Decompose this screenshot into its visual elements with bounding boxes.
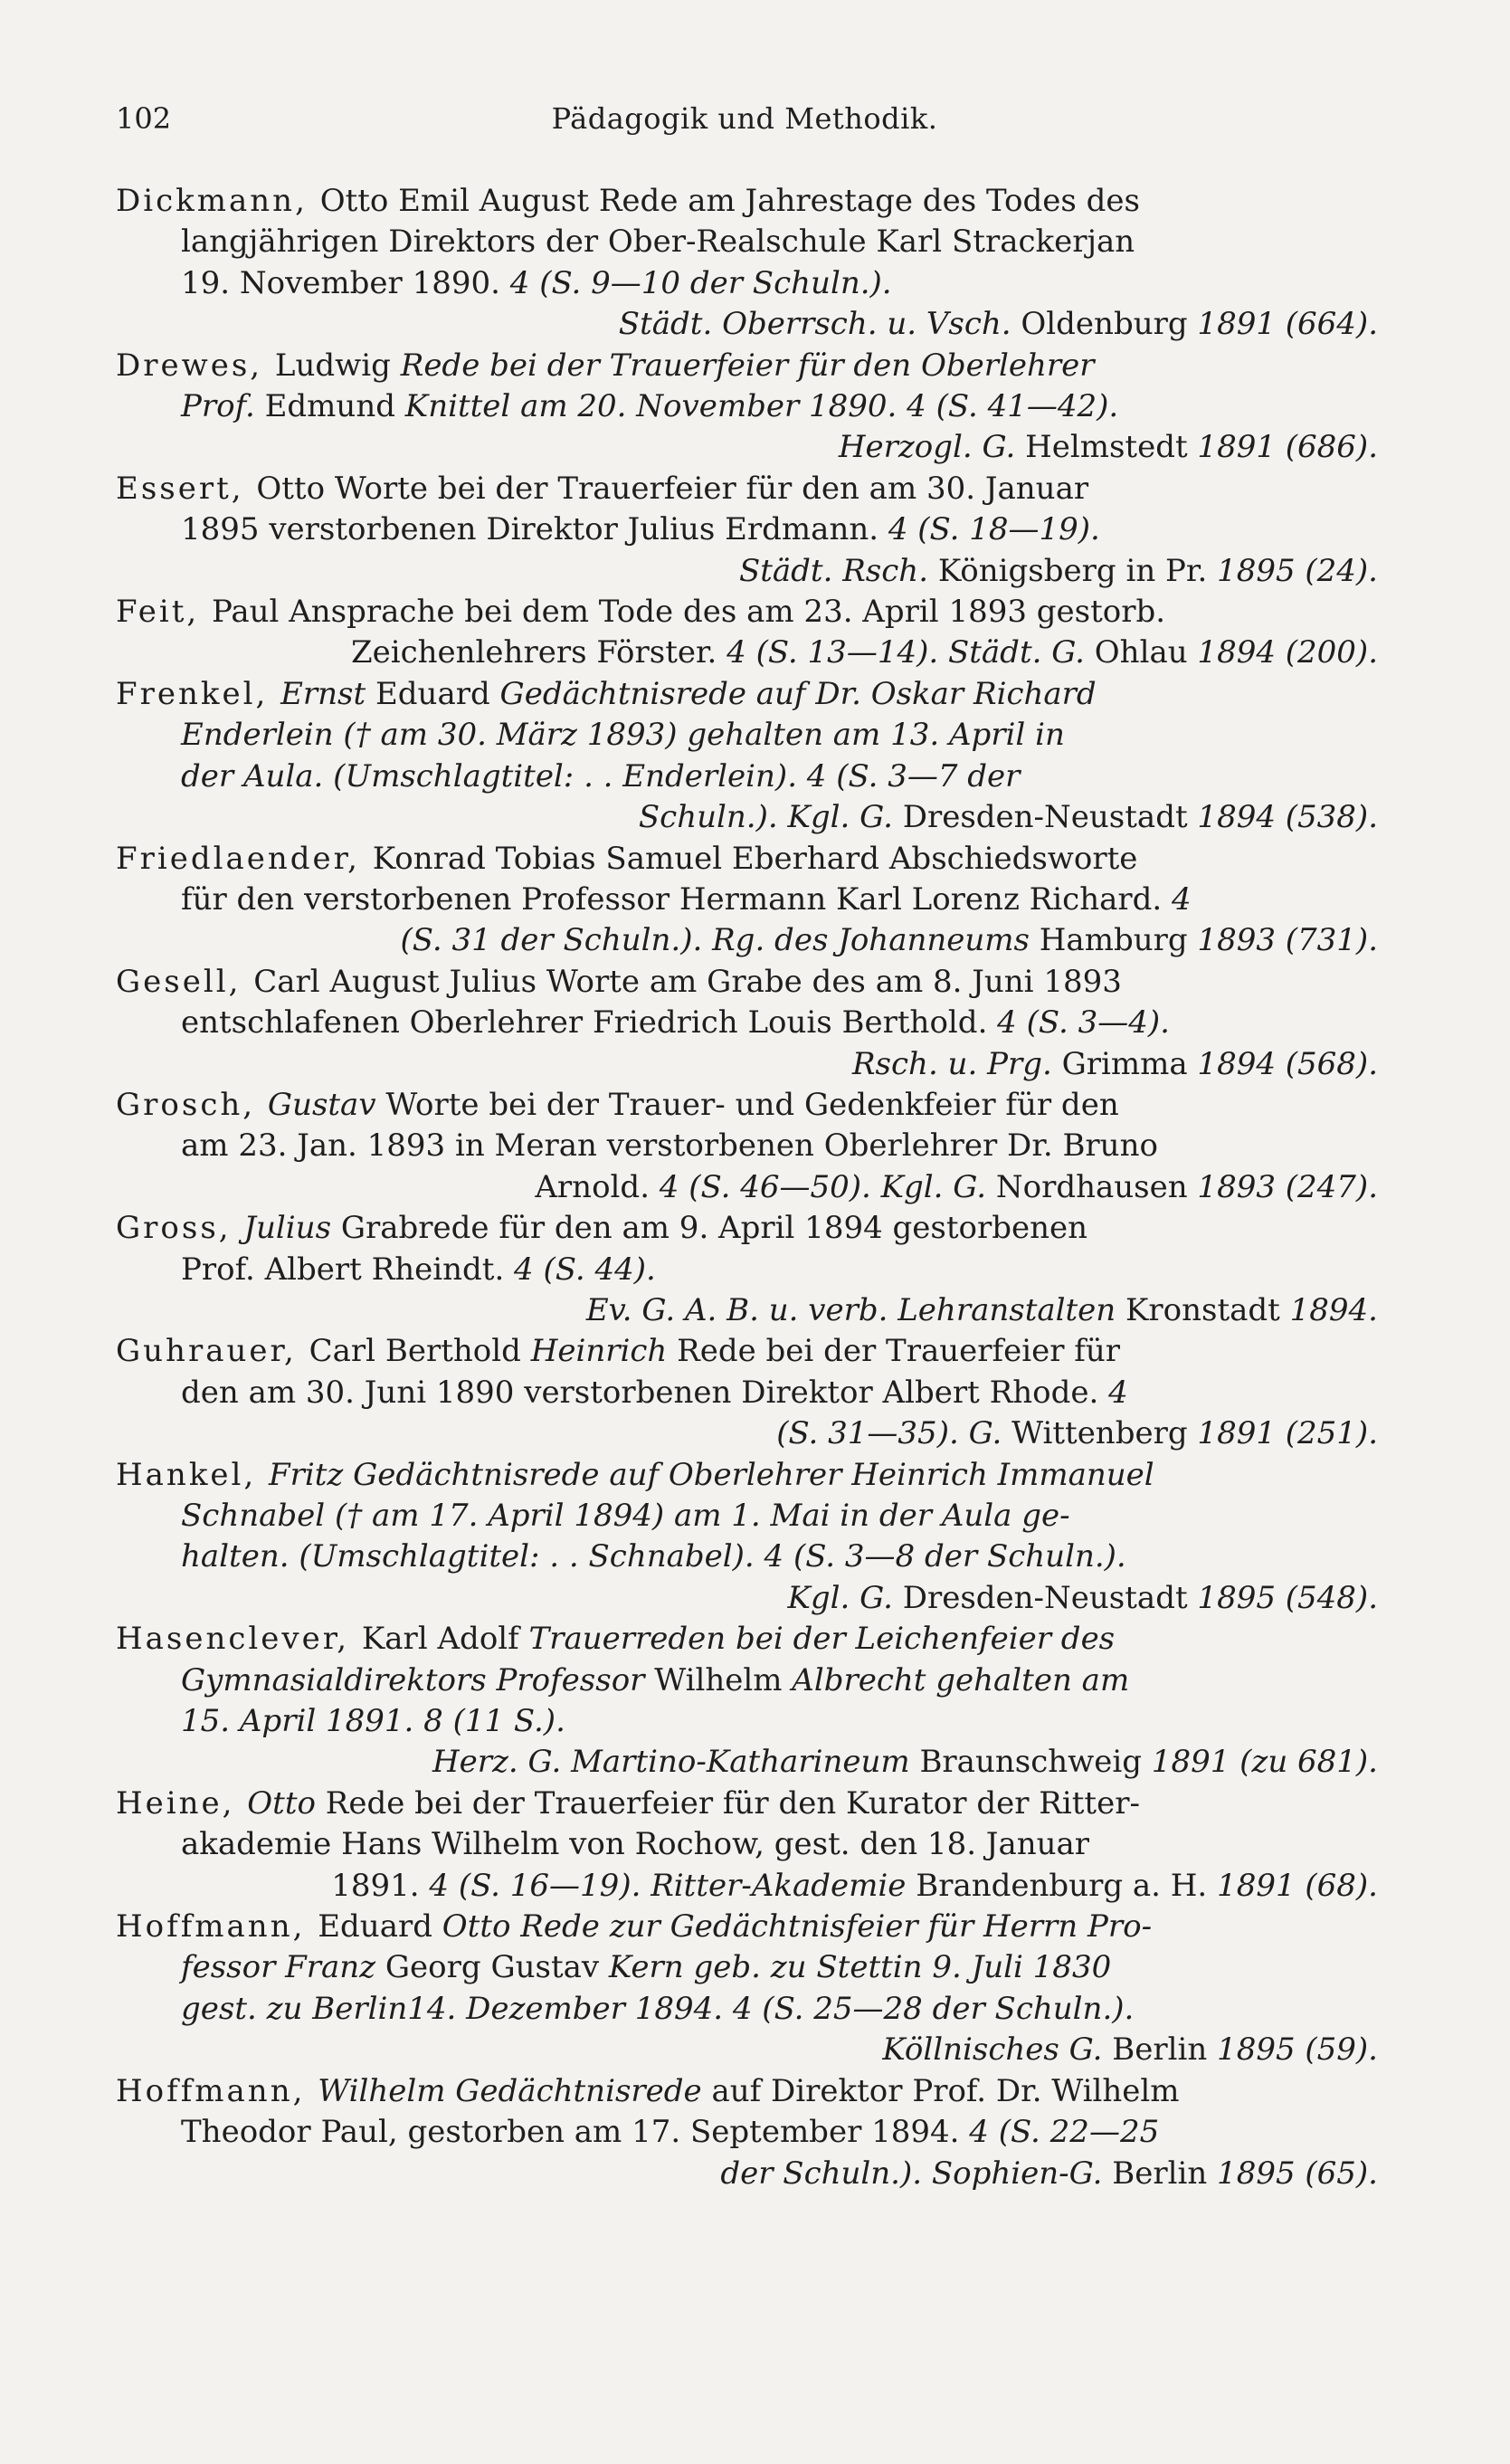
entry-text: Arnold. [535, 1168, 650, 1205]
entry-continuation-line [116, 551, 1378, 592]
entry-italic-text: Otto [247, 1784, 326, 1822]
entry-continuation-line [116, 1250, 1378, 1290]
entry-continuation-line [116, 2112, 1378, 2153]
entry-text: Carl August Julius Worte am Grabe des am 8. Juni 1893 [253, 963, 1122, 1000]
entry-continuation-line [116, 1290, 1378, 1331]
entry-continuation-line [116, 1126, 1378, 1166]
entry-italic-text: 1895 (59). [1207, 2031, 1378, 2069]
entry-italic-text: 1895 (65). [1207, 2155, 1378, 2192]
bibliography-entry [116, 1208, 1378, 1331]
entry-continuation-line [116, 1003, 1378, 1043]
entry-italic-text: 4 (S. 3—4). [987, 1004, 1170, 1042]
entry-text: Grimma [1061, 1045, 1188, 1082]
entry-text: Rede bei der Trauerfeier für den Kurator der Ritter- [325, 1784, 1140, 1822]
entry-italic-text: Städt. Rsch. [738, 552, 938, 589]
entry-text: Helmstedt [1025, 429, 1188, 466]
entry-italic-text: gest. zu Berlin14. Dezember 1894. 4 (S. 25—28 der Schuln.). [181, 1990, 1135, 2027]
entry-italic-text: 1893 (247). [1187, 1168, 1378, 1205]
entry-italic-text: 1891 (zu 681). [1142, 1744, 1378, 1781]
entry-text: am 23. Jan. 1893 in Meran verstorbenen Oberlehrer Dr. Bruno [181, 1127, 1158, 1165]
entry-continuation-line [116, 1578, 1378, 1619]
entry-text: Ohlau [1094, 634, 1188, 671]
entry-continuation-line [116, 1044, 1378, 1085]
entry-continuation-line [116, 2154, 1378, 2194]
entry-text: Wittenberg [1011, 1415, 1188, 1452]
entry-text: akademie Hans Wilhelm von Rochow, gest. den 18. Januar [181, 1826, 1090, 1863]
entry-text: Eduard [318, 1908, 432, 1946]
entry-italic-text: 1891 (251). [1187, 1415, 1378, 1452]
entry-italic-text: Städt. Oberrsch. u. Vsch. [618, 306, 1021, 343]
entry-first-line [116, 1784, 1378, 1824]
entry-continuation-line [116, 263, 1378, 304]
entry-continuation-line [116, 1701, 1378, 1742]
entry-text: Otto Emil August Rede am Jahrestage des Todes des [319, 183, 1140, 219]
entry-text: langjährigen Direktors der Ober-Realschule Karl Strackerjan [181, 224, 1135, 261]
bibliography-entry [116, 1085, 1378, 1208]
entry-continuation-line [116, 756, 1378, 797]
author-surname: Drewes, [116, 347, 275, 384]
entry-italic-text: Gedächtnisrede auf Dr. Oskar Richard [489, 675, 1097, 712]
author-surname: Hoffmann, [116, 1908, 318, 1946]
entry-continuation-line [116, 386, 1378, 427]
entry-continuation-line [116, 633, 1378, 673]
entry-text: Rede bei der Trauerfeier für [677, 1333, 1121, 1370]
bibliography-entry [116, 346, 1378, 469]
entry-italic-text: fessor Franz [181, 1949, 385, 1986]
entry-text: Carl Berthold [309, 1333, 521, 1370]
entry-text: Brandenburg a. H. [916, 1867, 1208, 1904]
entry-italic-text: 1895 (24). [1207, 552, 1378, 589]
entry-continuation-line [116, 1947, 1378, 1988]
entry-italic-text: 4 [1098, 1374, 1128, 1411]
entry-continuation-line [116, 304, 1378, 345]
entry-italic-text: Fritz Gedächtnisrede auf Oberlehrer Heinrich Immanuel [269, 1456, 1154, 1493]
entry-italic-text: Herz. G. Martino-Katharineum [432, 1744, 920, 1781]
running-header [116, 101, 1373, 147]
bibliography-entry [116, 962, 1378, 1085]
entry-italic-text: 1891 (686). [1187, 429, 1378, 466]
entry-text: Kronstadt [1125, 1291, 1280, 1328]
entry-text: Zeichenlehrers Förster. [350, 634, 717, 671]
entry-italic-text: (S. 31—35). G. [776, 1415, 1012, 1452]
entry-italic-text: 4 (S. 44). [504, 1251, 656, 1288]
entry-text: auf Direktor Prof. Dr. Wilhelm [711, 2072, 1180, 2109]
entry-text: Eduard [375, 675, 490, 712]
entry-italic-text: 4 (S. 18—19). [878, 511, 1100, 548]
entry-text: Oldenburg [1021, 306, 1188, 343]
entry-first-line [116, 1085, 1378, 1126]
entry-italic-text: Prof. [181, 388, 265, 425]
entry-text: Theodor Paul, gestorben am 17. September 1894. [181, 2114, 960, 2151]
entry-text: Braunschweig [919, 1744, 1142, 1781]
entry-italic-text: Otto Rede zur Gedächtnisfeier für Herrn Pro- [432, 1908, 1153, 1946]
entry-continuation-line [116, 1373, 1378, 1413]
entry-italic-text: (S. 31 der Schuln.). Rg. des Johanneums [400, 922, 1040, 959]
author-surname: Friedlaender, [116, 840, 373, 877]
entry-text: Wilhelm [654, 1661, 783, 1698]
entry-italic-text: der Schuln.). Sophien-G. [720, 2155, 1113, 2192]
entry-text: Prof. Albert Rheindt. [181, 1251, 505, 1288]
entry-italic-text: 1894 (200). [1187, 634, 1378, 671]
bibliography-entry [116, 1619, 1378, 1784]
entry-continuation-line [116, 715, 1378, 756]
entry-first-line [116, 1208, 1378, 1249]
entry-italic-text: Schuln.). Kgl. G. [638, 799, 903, 836]
entry-continuation-line [116, 222, 1378, 262]
entry-italic-text: Gustav [267, 1086, 386, 1123]
entry-italic-text: 1895 (548). [1187, 1579, 1378, 1616]
author-surname: Grosch, [116, 1086, 268, 1123]
entry-italic-text: 1891 (664). [1187, 306, 1378, 343]
entry-continuation-line [116, 1866, 1378, 1907]
entry-text: entschlafenen Oberlehrer Friedrich Louis Berthold. [181, 1004, 988, 1042]
bibliography-entry [116, 1784, 1378, 1907]
author-surname: Hoffmann, [116, 2072, 318, 2109]
entry-italic-text: 1894 (568). [1187, 1045, 1378, 1082]
entry-italic-text: Herzogl. G. [838, 429, 1026, 466]
bibliography-entries [116, 181, 1378, 2194]
entry-text: Nordhausen [995, 1168, 1188, 1205]
entry-italic-text: Ernst [280, 675, 375, 712]
entry-italic-text: Knittel am 20. November 1890. 4 (S. 41—42). [394, 388, 1119, 425]
entry-continuation-line [116, 427, 1378, 468]
entry-text: 1895 verstorbenen Direktor Julius Erdmann. [181, 511, 879, 548]
entry-italic-text: 4 (S. 9—10 der Schuln.). [499, 264, 892, 301]
entry-first-line [116, 1455, 1378, 1496]
entry-first-line [116, 674, 1378, 715]
entry-text: 1891. [331, 1867, 420, 1904]
author-surname: Guhrauer, [116, 1333, 309, 1370]
bibliography-entry [116, 2071, 1378, 2194]
entry-text: Georg Gustav [385, 1949, 600, 1986]
author-surname: Heine, [116, 1784, 248, 1822]
page-number: 102 [116, 101, 172, 136]
entry-italic-text: 4 [1162, 880, 1192, 918]
entry-continuation-line [116, 797, 1378, 838]
entry-italic-text: 1894. [1279, 1291, 1378, 1328]
author-surname: Hasenclever, [116, 1621, 362, 1658]
entry-text: Worte bei der Trauer- und Gedenkfeier für den [385, 1086, 1119, 1123]
entry-text: Ludwig [274, 347, 391, 384]
entry-continuation-line [116, 1660, 1378, 1701]
entry-text: den am 30. Juni 1890 verstorbenen Direktor Albert Rhode. [181, 1374, 1099, 1411]
entry-first-line [116, 1907, 1378, 1947]
entry-text: für den verstorbenen Professor Hermann Karl Lorenz Richard. [181, 880, 1163, 918]
entry-text: Berlin [1112, 2155, 1208, 2192]
entry-first-line [116, 1619, 1378, 1660]
entry-italic-text: Julius [243, 1210, 341, 1247]
entry-italic-text: Heinrich [520, 1333, 678, 1370]
author-surname: Essert, [116, 470, 257, 507]
entry-text: Konrad Tobias Samuel Eberhard Abschiedsworte [372, 840, 1138, 877]
entry-italic-text: Ev. G. A. B. u. verb. Lehranstalten [585, 1291, 1125, 1328]
author-surname: Gross, [116, 1210, 244, 1247]
entry-text: Paul Ansprache bei dem Tode des am 23. April 1893 gestorb. [212, 594, 1166, 631]
entry-continuation-line [116, 1496, 1378, 1536]
bibliography-entry [116, 469, 1378, 592]
entry-continuation-line [116, 2030, 1378, 2070]
entry-first-line [116, 2071, 1378, 2112]
bibliography-entry [116, 1907, 1378, 2071]
entry-italic-text: 4 (S. 16—19). Ritter-Akademie [419, 1867, 916, 1904]
entry-italic-text: 15. April 1891. 8 (11 S.). [181, 1703, 565, 1740]
bibliography-entry [116, 1331, 1378, 1454]
entry-italic-text: Trauerreden bei der Leichenfeier des [518, 1621, 1116, 1658]
entry-text: Edmund [264, 388, 395, 425]
entry-italic-text: Wilhelm Gedächtnisrede [318, 2072, 712, 2109]
entry-italic-text: halten. (Umschlagtitel: . . Schnabel). 4 (S. 3—8 der Schuln.). [181, 1538, 1126, 1575]
entry-italic-text: Kgl. G. [787, 1579, 903, 1616]
entry-continuation-line [116, 509, 1378, 550]
entry-first-line [116, 592, 1378, 633]
entry-text: Hamburg [1039, 922, 1188, 959]
entry-text: Dresden-Neustadt [902, 1579, 1188, 1616]
page-title: Pädagogik und Methodik. [551, 101, 938, 136]
entry-continuation-line [116, 1413, 1378, 1454]
entry-first-line [116, 181, 1378, 222]
entry-continuation-line [116, 880, 1378, 920]
author-surname: Gesell, [116, 963, 254, 1000]
entry-italic-text: Rsch. u. Prg. [851, 1045, 1062, 1082]
entry-italic-text: Kern geb. zu Stettin 9. Juli 1830 [599, 1949, 1112, 1986]
entry-text: Karl Adolf [361, 1621, 519, 1658]
entry-continuation-line [116, 1742, 1378, 1783]
entry-italic-text: Köllnisches G. [882, 2031, 1113, 2069]
entry-text: 19. November 1890. [181, 264, 500, 301]
entry-text: Berlin [1112, 2031, 1208, 2069]
entry-text: Dresden-Neustadt [902, 799, 1188, 836]
entry-continuation-line [116, 1989, 1378, 2030]
entry-first-line [116, 1331, 1378, 1372]
entry-continuation-line [116, 920, 1378, 961]
entry-italic-text: 1893 (731). [1187, 922, 1378, 959]
entry-text: Grabrede für den am 9. April 1894 gestorbenen [340, 1210, 1088, 1247]
entry-italic-text: der Aula. (Umschlagtitel: . . Enderlein). 4 (S. 3—7 der [181, 757, 1021, 794]
entry-continuation-line [116, 1167, 1378, 1208]
entry-italic-text: 4 (S. 22—25 [959, 2114, 1160, 2151]
bibliography-entry [116, 592, 1378, 674]
entry-italic-text: 4 (S. 46—50). Kgl. G. [650, 1168, 996, 1205]
entry-first-line [116, 839, 1378, 880]
entry-first-line [116, 962, 1378, 1003]
bibliography-entry [116, 674, 1378, 839]
entry-italic-text: Rede bei der Trauerfeier für den Oberlehrer [390, 347, 1095, 384]
entry-italic-text: 4 (S. 13—14). Städt. G. [717, 634, 1095, 671]
bibliography-entry [116, 1455, 1378, 1620]
author-surname: Hankel, [116, 1456, 270, 1493]
bibliography-entry [116, 839, 1378, 962]
entry-italic-text: Schnabel († am 17. April 1894) am 1. Mai in der Aula ge- [181, 1498, 1070, 1534]
author-surname: Feit, [116, 594, 213, 631]
entry-italic-text: Enderlein († am 30. März 1893) gehalten am 13. April in [181, 717, 1065, 754]
entry-continuation-line [116, 1536, 1378, 1577]
entry-italic-text: 1891 (68). [1207, 1867, 1378, 1904]
entry-text: Königsberg in Pr. [937, 552, 1208, 589]
author-surname: Frenkel, [116, 675, 281, 712]
entry-text: Otto Worte bei der Trauerfeier für den am 30. Januar [256, 470, 1089, 507]
bibliography-entry [116, 181, 1378, 346]
entry-italic-text: Albrecht gehalten am [782, 1661, 1130, 1698]
entry-continuation-line [116, 1824, 1378, 1865]
entry-first-line [116, 469, 1378, 509]
entry-first-line [116, 346, 1378, 386]
author-surname: Dickmann, [116, 183, 320, 219]
entry-italic-text: Gymnasialdirektors Professor [181, 1661, 655, 1698]
entry-italic-text: 1894 (538). [1187, 799, 1378, 836]
